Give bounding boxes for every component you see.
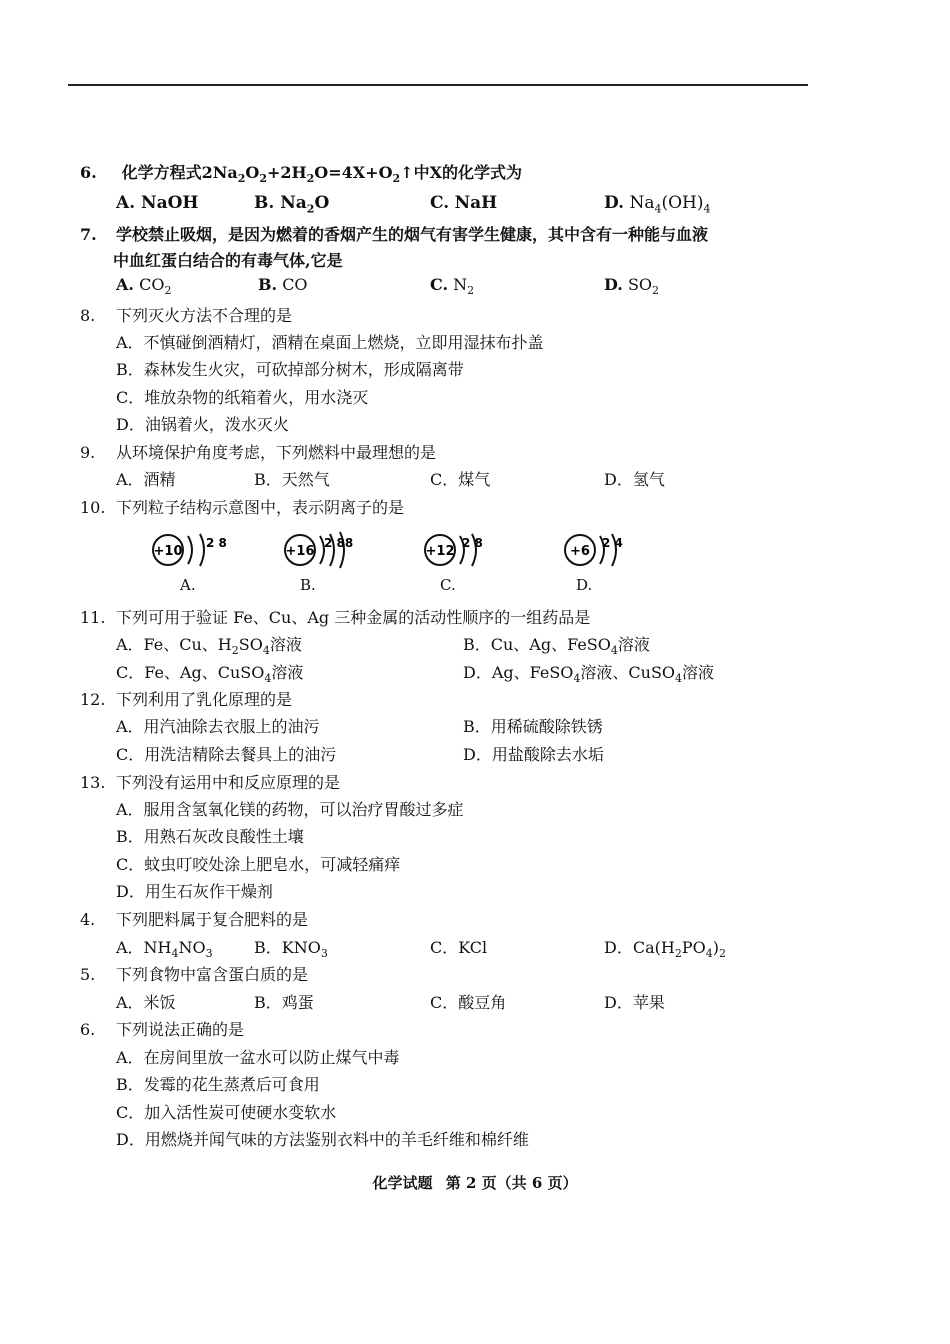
atom-diagram-a (150, 528, 230, 598)
q8-option-a: A．不慎碰倒酒精灯，酒精在桌面上燃烧，立即用湿抹布扑盖 (116, 333, 544, 352)
atom-diagram-d (562, 528, 642, 598)
q16-option-b: B．发霉的花生蒸煮后可食用 (116, 1075, 320, 1094)
footer-subject: 化学试题 (372, 1174, 433, 1192)
page-footer (0, 1172, 950, 1193)
q6-option-b: B. $Na_2O$ (254, 193, 330, 216)
nucleus-charge: +10 (153, 544, 183, 559)
q6-option-a: A. NaOH (116, 193, 199, 213)
q11-option-b: B．Cu、Ag、FeSO$_4$溶液 (463, 635, 650, 658)
q14-option-d: D．$Ca(H_2PO_4)_2$ (604, 938, 726, 961)
question-6: 6. 化学方程式$2Na_2O_2+2H_2O=4X+O_2↑$中X的化学式为 (80, 163, 522, 186)
q13-option-a: A．服用含氢氧化镁的药物，可以治疗胃酸过多症 (116, 800, 464, 819)
q15-option-a: A．米饭 (116, 993, 176, 1012)
q13-option-b: B．用熟石灰改良酸性土壤 (116, 827, 304, 846)
atom-diagrams (140, 528, 660, 600)
nucleus-charge: +6 (570, 544, 590, 559)
q7-option-a: A. $CO_2$ (116, 275, 172, 298)
q14-option-c: C．KCl (430, 938, 488, 957)
q14-option-b: B．$KNO_3$ (254, 938, 328, 961)
q13-option-c: C．蚊虫叮咬处涂上肥皂水，可减轻痛痒 (116, 855, 401, 874)
q12-option-c: C．用洗洁精除去餐具上的油污 (116, 745, 337, 764)
q9-option-b: B．天然气 (254, 470, 330, 489)
q16-option-a: A．在房间里放一盆水可以防止煤气中毒 (116, 1048, 400, 1067)
electron-shells: 2 4 (602, 536, 623, 550)
question-13: 13. 下列没有运用中和反应原理的是 (80, 773, 341, 792)
q12-option-d: D．用盐酸除去水垢 (463, 745, 604, 764)
q11-option-d: D．Ag、FeSO$_4$溶液、CuSO$_4$溶液 (463, 663, 715, 686)
q9-option-d: D．氢气 (604, 470, 665, 489)
q11-option-a: A．Fe、Cu、$H_2SO_4$溶液 (116, 635, 302, 658)
electron-shells: 2 8 (206, 536, 227, 550)
q14-option-a: A．$NH_4NO_3$ (116, 938, 213, 961)
question-14: 4. 下列肥料属于复合肥料的是 (80, 910, 309, 929)
atom-diagram-c (422, 528, 502, 598)
q11-option-c: C．Fe、Ag、CuSO$_4$溶液 (116, 663, 304, 686)
q7-option-c: C. $N_2$ (430, 275, 475, 298)
question-10: 10. 下列粒子结构示意图中，表示阴离子的是 (80, 498, 405, 517)
footer-page-number: 第 2 页（共 6 页） (445, 1174, 578, 1192)
q8-option-c: C．堆放杂物的纸箱着火，用水浇灭 (116, 388, 369, 407)
electron-shells: 2 88 (324, 536, 354, 550)
q9-option-c: C．煤气 (430, 470, 491, 489)
q8-option-d: D．油锅着火，泼水灭火 (116, 415, 289, 434)
question-7: 7. 学校禁止吸烟，是因为燃着的香烟产生的烟气有害学生健康，其中含有一种能与血液 (80, 225, 709, 244)
nucleus-charge: +12 (425, 544, 455, 559)
q9-option-a: A．酒精 (116, 470, 176, 489)
q6-option-c: C. NaH (430, 193, 498, 213)
question-8: 8. 下列灭火方法不合理的是 (80, 306, 293, 325)
nucleus-charge: +16 (285, 544, 315, 559)
q8-option-b: B．森林发生火灾，可砍掉部分树木，形成隔离带 (116, 360, 464, 379)
q15-option-c: C．酸豆角 (430, 993, 507, 1012)
q15-option-b: B．鸡蛋 (254, 993, 314, 1012)
question-15: 5. 下列食物中富含蛋白质的是 (80, 965, 309, 984)
question-9: 9. 从环境保护角度考虑，下列燃料中最理想的是 (80, 443, 437, 462)
question-16: 6. 下列说法正确的是 (80, 1020, 245, 1039)
atom-label: D. (576, 576, 593, 594)
q7-option-d: D. $SO_2$ (604, 275, 660, 298)
q6-option-d: D. $Na_4(OH)_4$ (604, 193, 711, 216)
question-number: 6. (80, 163, 97, 182)
top-rule (68, 84, 808, 86)
q13-option-d: D．用生石灰作干燥剂 (116, 882, 273, 901)
question-12: 12. 下列利用了乳化原理的是 (80, 690, 293, 709)
q7-option-b: B. CO (258, 275, 308, 294)
q16-option-c: C．加入活性炭可使硬水变软水 (116, 1103, 337, 1122)
atom-diagram-b (282, 528, 362, 598)
q15-option-d: D．苹果 (604, 993, 665, 1012)
atom-label: A. (180, 576, 196, 594)
question-11: 11. 下列可用于验证 Fe、Cu、Ag 三种金属的活动性顺序的一组药品是 (80, 608, 591, 627)
atom-label: C. (440, 576, 456, 594)
question-7-line2: 中血红蛋白结合的有毒气体,它是 (113, 251, 343, 270)
q12-option-a: A．用汽油除去衣服上的油污 (116, 717, 320, 736)
q12-option-b: B．用稀硫酸除铁锈 (463, 717, 603, 736)
q16-option-d: D．用燃烧并闻气味的方法鉴别衣料中的羊毛纤维和棉纤维 (116, 1130, 529, 1149)
atom-label: B. (300, 576, 316, 594)
electron-shells: 2 8 (462, 536, 483, 550)
